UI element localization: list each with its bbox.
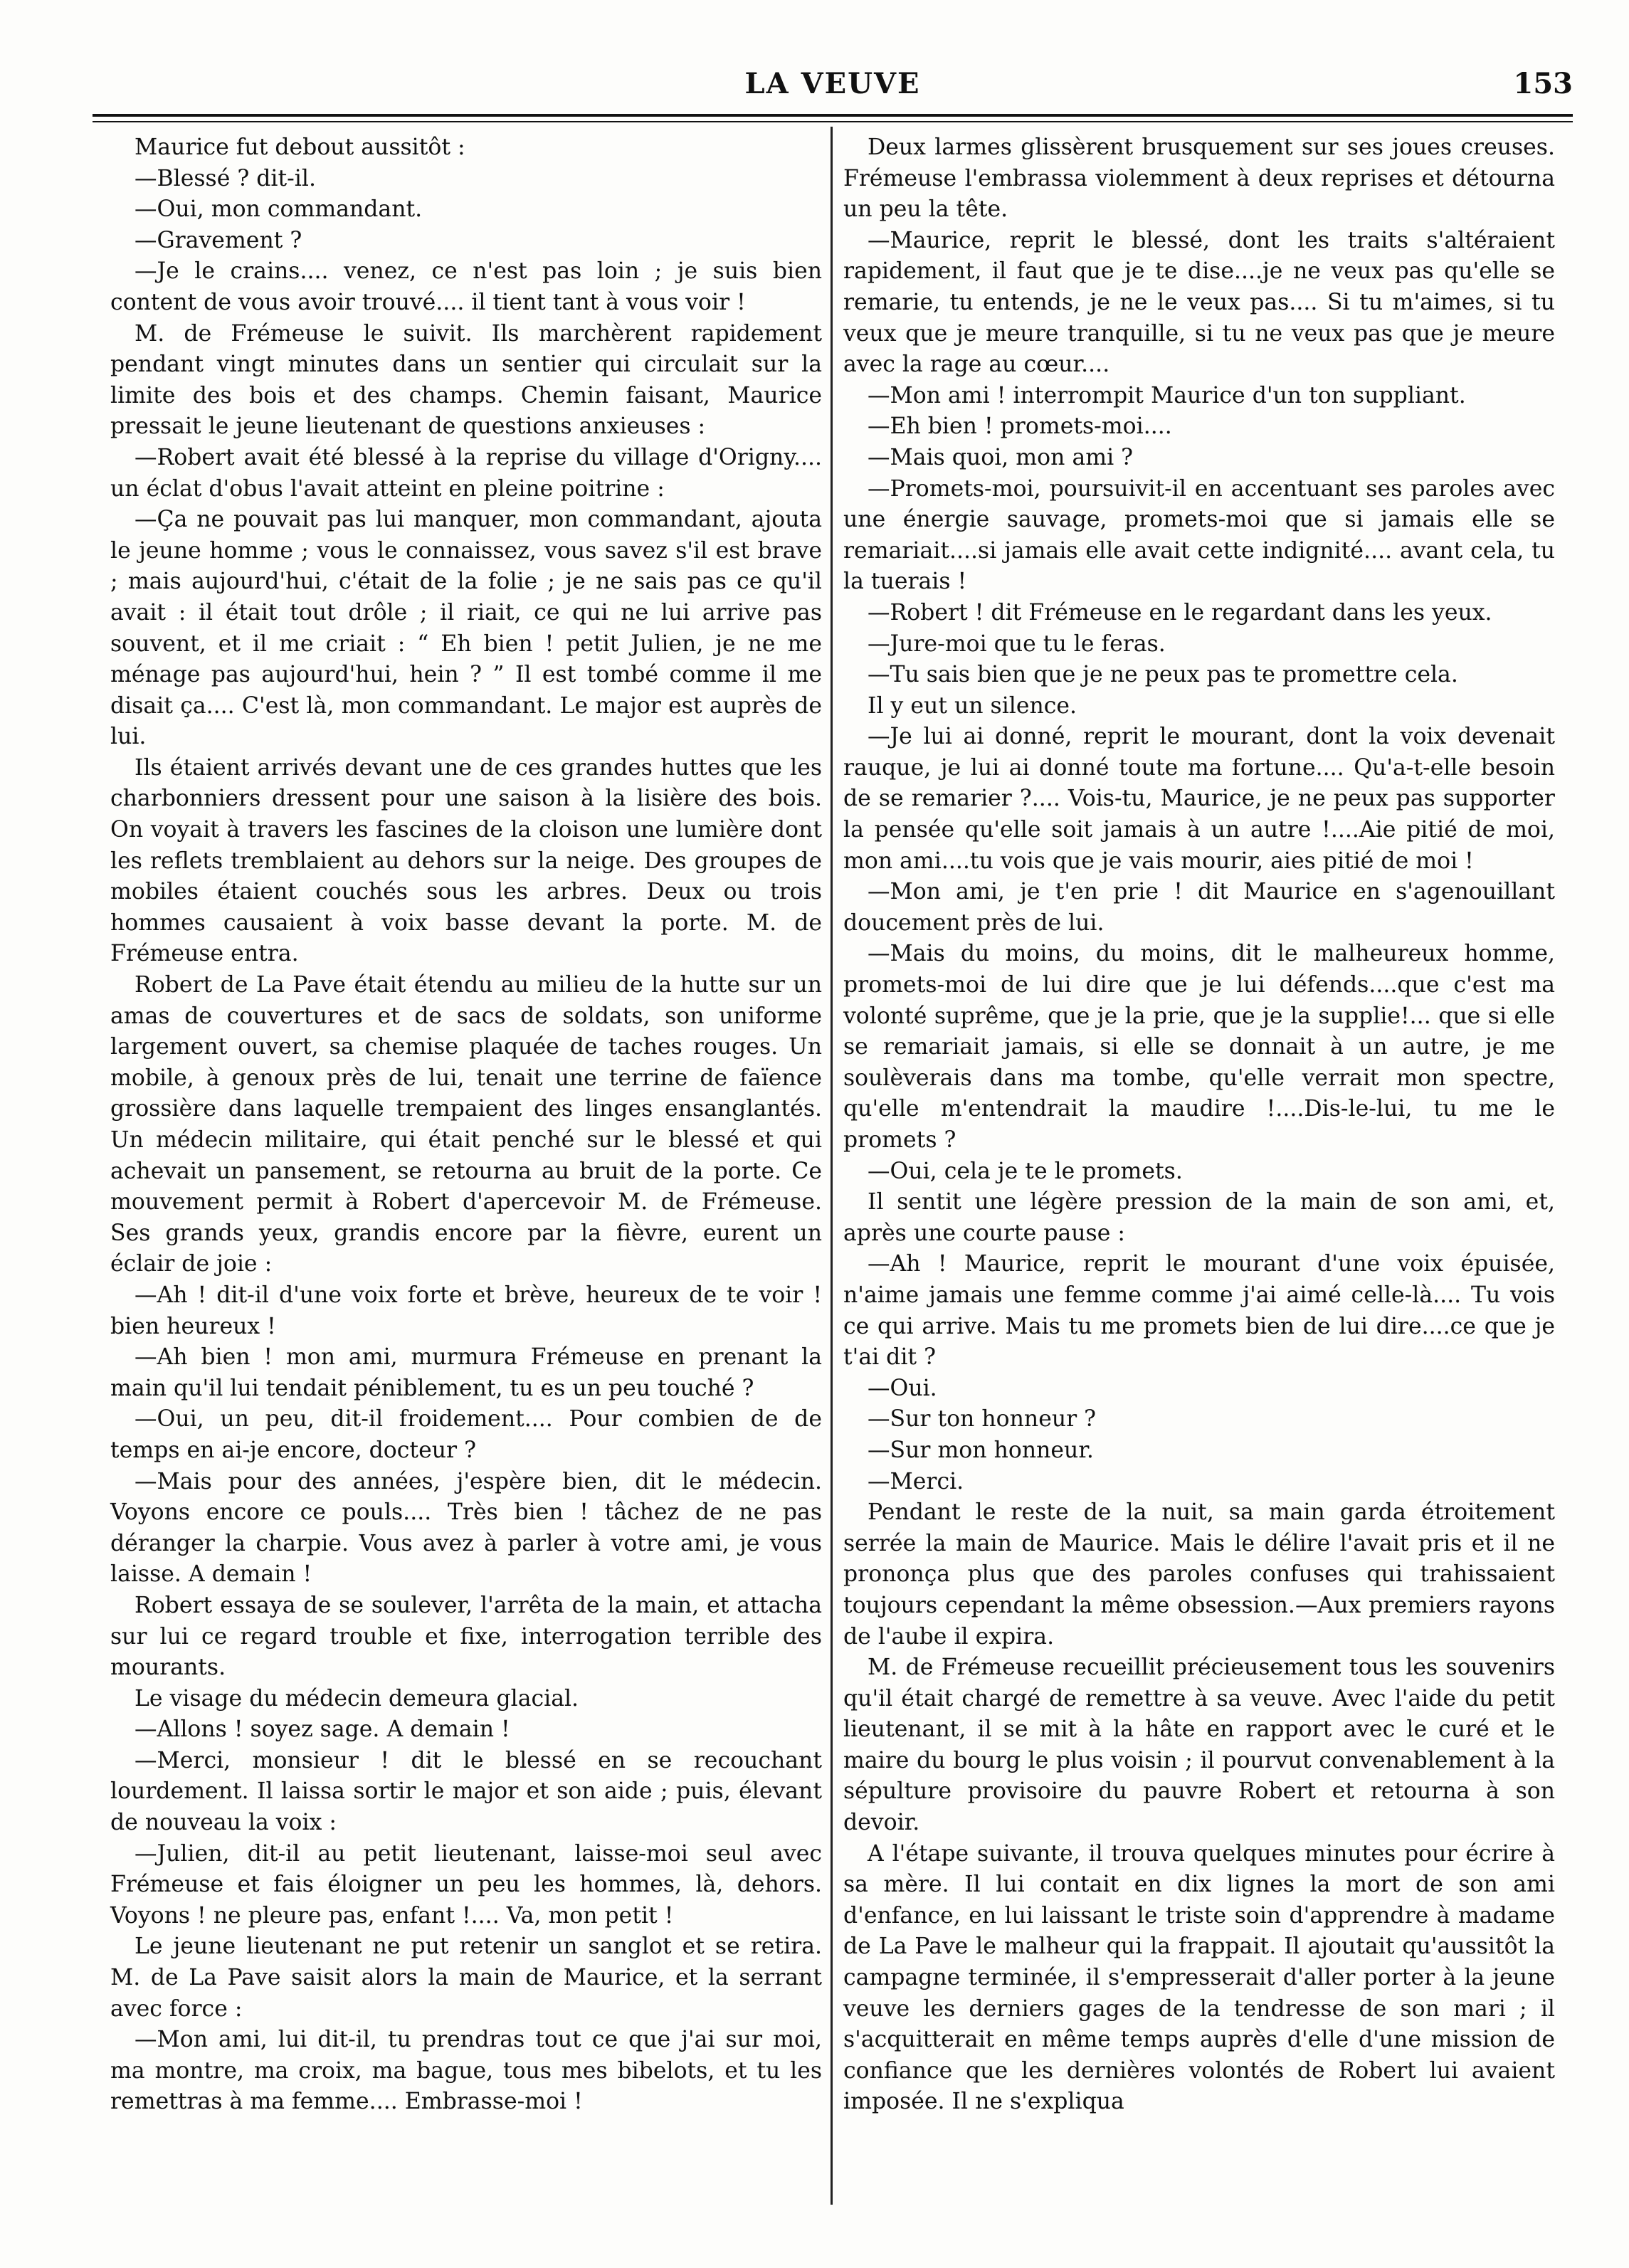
paragraph: —Promets-moi, poursuivit-il en accentuant ses paroles avec une énergie sauvage, promets-moi que si jamais elle se remariait....si jamais elle avait cette indignité.... avant cela, tu la tuerais ! [843,475,1555,595]
paragraph: M. de Frémeuse recueillit précieusement tous les souvenirs qu'il était chargé de remettre à sa veuve. Avec l'aide du petit lieutenant, il se mit à la hâte en rapport avec le curé et le maire du bourg le plus voisin ; il pourvut convenablement à la sépulture provisoire du pauvre Robert et retourna à son devoir. [843,1655,1555,1836]
paragraph: —Robert avait été blessé à la reprise du village d'Origny.... un éclat d'obus l'avait atteint en pleine poitrine : [110,444,822,502]
paragraph: Il y eut un silence. [868,692,1077,719]
paragraph: Robert essaya de se soulever, l'arrêta de la main, et attacha sur lui ce regard trouble et fixe, interrogation terrible des mourants. [110,1592,822,1681]
right-column [843,132,1555,2118]
paragraph: —Tu sais bien que je ne peux pas te promettre cela. [868,662,1458,688]
paragraph: —Eh bien ! promets-moi.... [868,413,1172,440]
paragraph: —Sur ton honneur ? [868,1406,1097,1433]
paragraph: —Oui, un peu, dit-il froidement.... Pour combien de de temps en ai-je encore, docteur ? [110,1406,822,1463]
paragraph: —Ah ! Maurice, reprit le mourant d'une voix épuisée, n'aime jamais une femme comme j'ai aimé celle-là.... Tu vois ce qui arrive. Mais tu me promets bien de lui dire....ce que je t'ai dit ? [843,1251,1555,1371]
paragraph: —Robert ! dit Frémeuse en le regardant dans les yeux. [868,599,1492,626]
paragraph: —Je lui ai donné, reprit le mourant, dont la voix devenait rauque, je lui ai donné toute ma fortune.... Qu'a-t-elle besoin de se remarier ?.... Vois-tu, Maurice, je ne peux pas supporter la pensée qu'elle soit jamais à un autre !....Aie pitié de moi, mon ami....tu vois que je vais mourir, aies pitié de moi ! [843,724,1555,874]
paragraph: M. de Frémeuse le suivit. Ils marchèrent rapidement pendant vingt minutes dans un sentier qui circulait sur la limite des bois et des champs. Chemin faisant, Maurice pressait le jeune lieutenant de questions anxieuses : [110,320,822,440]
paragraph: A l'étape suivante, il trouva quelques minutes pour écrire à sa mère. Il lui contait en dix lignes la mort de son ami d'enfance, en lui laissant le triste soin d'apprendre à madame de La Pave le malheur qui la frappait. Il ajoutait qu'aussitôt la campagne terminée, il s'empresserait d'aller porter à la jeune veuve les derniers gages de la tendresse de son mari ; il s'acquitterait en même temps auprès d'elle d'une mission de confiance que les dernières volontés de Robert lui avaient imposée. Il ne s'expliqua [843,1840,1555,2115]
paragraph: —Ah bien ! mon ami, murmura Frémeuse en prenant la main qu'il lui tendait péniblement, tu es un peu touché ? [110,1344,822,1401]
paragraph: —Mais du moins, du moins, dit le malheureux homme, promets-moi de lui dire que je lui défends....que c'est ma volonté suprême, que je la prie, que je la supplie!... que si elle se remariait jamais, si elle se donnait à un autre, je me soulèverais dans ma tombe, qu'elle verrait mon spectre, qu'elle m'entendrait la maudire !....Dis-le-lui, tu me le promets ? [843,941,1555,1153]
paragraph: —Oui, cela je te le promets. [868,1158,1183,1184]
paragraph: —Ça ne pouvait pas lui manquer, mon commandant, ajouta le jeune homme ; vous le connaissez, vous savez s'il est brave ; mais aujourd'hui, c'était de la folie ; je ne sais pas ce qu'il avait : il était tout drôle ; il riait, ce qui ne lui arrive pas souvent, et il me criait : “ Eh bien ! petit Julien, je ne me ménage pas aujourd'hui, hein ? ” Il est tombé comme il me disait ça.... C'est là, mon commandant. Le major est auprès de lui. [110,507,822,750]
paragraph: Le visage du médecin demeura glacial. [135,1685,579,1711]
paragraph: —Jure-moi que tu le feras. [868,631,1166,657]
paragraph: Pendant le reste de la nuit, sa main garda étroitement serrée la main de Maurice. Mais le délire l'avait pris et il ne prononça plus que des paroles confuses qui trahissaient toujours cependant la même obsession.—Aux premiers rayons de l'aube il expira. [843,1499,1555,1650]
paragraph: —Merci, monsieur ! dit le blessé en se recouchant lourdement. Il laissa sortir le major et son aide ; puis, élevant de nouveau la voix : [110,1747,822,1836]
page-header [93,64,1573,107]
paragraph: —Mon ami, lui dit-il, tu prendras tout ce que j'ai sur moi, ma montre, ma croix, ma bague, tous mes bibelots, et tu les remettras à ma femme.... Embrasse-moi ! [110,2027,822,2115]
header-rule-thin [93,121,1573,122]
paragraph: Il sentit une légère pression de la main de son ami, et, après une courte pause : [843,1189,1555,1246]
paragraph: —Je le crains.... venez, ce n'est pas loin ; je suis bien content de vous avoir trouvé.... il tient tant à vous voir ! [110,258,822,315]
paragraph: —Mon ami ! interrompit Maurice d'un ton suppliant. [868,382,1466,408]
paragraph: —Mais quoi, mon ami ? [868,444,1134,470]
paragraph: —Merci. [868,1468,964,1494]
paragraph: Deux larmes glissèrent brusquement sur ses joues creuses. Frémeuse l'embrassa violemment à deux reprises et détourna un peu la tête. [843,135,1555,223]
header-rule-thick [93,114,1573,117]
paragraph: —Allons ! soyez sage. A demain ! [135,1716,510,1743]
page-number: 153 [1513,67,1573,100]
left-column [110,132,822,2118]
paragraph: —Ah ! dit-il d'une voix forte et brève, heureux de te voir ! bien heureux ! [110,1282,822,1339]
paragraph: —Julien, dit-il au petit lieutenant, laisse-moi seul avec Frémeuse et fais éloigner un peu les hommes, là, dehors. Voyons ! ne pleure pas, enfant !.... Va, mon petit ! [110,1840,822,1929]
paragraph: —Maurice, reprit le blessé, dont les traits s'altéraient rapidement, il faut que je te dise....je ne veux pas qu'elle se remarie, tu entends, je ne le veux pas.... Si tu m'aimes, si tu veux que je meure tranquille, si tu ne veux pas que je meure avec la rage au cœur.... [843,227,1555,378]
paragraph: Maurice fut debout aussitôt : [135,135,465,160]
paragraph: —Blessé ? dit-il. [135,165,316,191]
paragraph: Le jeune lieutenant ne put retenir un sanglot et se retira. M. de La Pave saisit alors la main de Maurice, et la serrant avec force : [110,1934,822,2022]
paragraph: Robert de La Pave était étendu au milieu de la hutte sur un amas de couvertures et de sacs de soldats, son uniforme largement ouvert, sa chemise plaquée de taches rouges. Un mobile, à genoux près de lui, tenait une terrine de faïence grossière dans laquelle trempaient des linges ensanglantés. Un médecin militaire, qui était penché sur le blessé et qui achevait un pansement, se retourna au bruit de la porte. Ce mouvement permit à Robert d'apercevoir M. de Frémeuse. Ses grands yeux, grandis encore par la fièvre, eurent un éclair de joie : [110,972,822,1277]
paragraph: —Mais pour des années, j'espère bien, dit le médecin. Voyons encore ce pouls.... Très bien ! tâchez de ne pas déranger la charpie. Vous avez à parler à votre ami, je vous laisse. A demain ! [110,1468,822,1588]
running-title: LA VEUVE [744,67,921,100]
paragraph: —Oui, mon commandant. [135,196,423,223]
column-divider [831,127,833,2205]
paragraph: Ils étaient arrivés devant une de ces grandes huttes que les charbonniers dressent pour une saison à la lisière des bois. On voyait à travers les fascines de la cloison une lumière dont les reflets tremblaient au dehors sur la neige. Des groupes de mobiles étaient couchés sous les arbres. Deux ou trois hommes causaient à voix basse devant la porte. M. de Frémeuse entra. [110,754,822,967]
paragraph: —Oui. [868,1375,937,1401]
paragraph: —Sur mon honneur. [868,1437,1094,1463]
paragraph: —Gravement ? [135,227,302,253]
paragraph: —Mon ami, je t'en prie ! dit Maurice en s'agenouillant doucement près de lui. [843,879,1555,936]
